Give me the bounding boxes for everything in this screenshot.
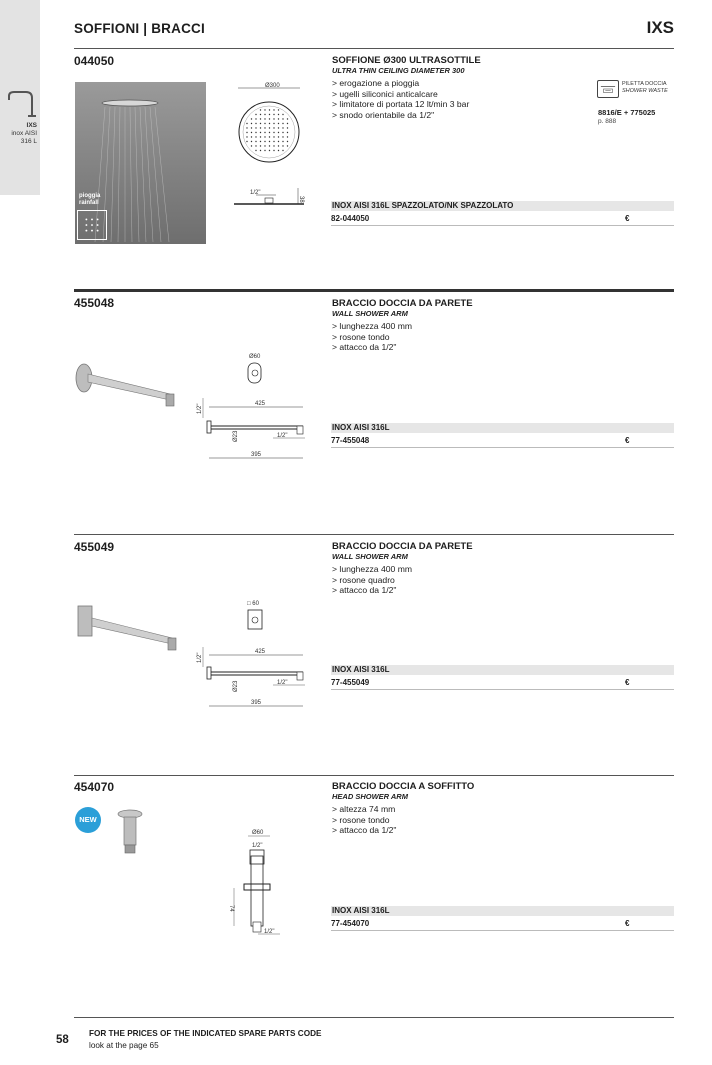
- nozzle-dot: [278, 109, 279, 110]
- nozzle-dot: [269, 150, 270, 151]
- nozzle-dot: [264, 150, 265, 151]
- nozzle-dot: [278, 145, 279, 146]
- accessory-page: p. 888: [598, 118, 617, 125]
- nozzle-dot: [287, 141, 288, 142]
- nozzle-dot: [273, 118, 274, 119]
- nozzle-dot: [269, 127, 270, 128]
- feature-item: > attacco da 1/2": [332, 585, 397, 595]
- product-title: BRACCIO DOCCIA DA PARETE: [332, 541, 473, 552]
- nozzle-dot: [278, 150, 279, 151]
- nozzle-dot: [260, 127, 261, 128]
- nozzle-dot: [273, 145, 274, 146]
- nozzle-dot: [264, 127, 265, 128]
- section-divider: [74, 289, 674, 292]
- dim-inner: 395: [251, 700, 262, 706]
- nozzle-dot: [264, 118, 265, 119]
- product-subtitle: HEAD SHOWER ARM: [332, 792, 408, 801]
- feature-item: > erogazione a pioggia: [332, 78, 420, 88]
- feature-item: > lunghezza 400 mm: [332, 564, 413, 574]
- product-description: [332, 781, 592, 836]
- nozzle-dot: [251, 141, 252, 142]
- nozzle-dot: [246, 141, 247, 142]
- nozzle-dot: [287, 136, 288, 137]
- badge-line: rainfall: [79, 200, 99, 206]
- faucet-icon: [6, 86, 36, 118]
- dim-height: 74: [228, 905, 234, 912]
- nozzle-dot: [251, 118, 252, 119]
- product-subtitle: ULTRA THIN CEILING DIAMETER 300: [332, 66, 465, 75]
- product-description: [332, 298, 592, 353]
- article-row: [331, 918, 674, 931]
- feature-item: > rosone tondo: [332, 814, 390, 825]
- nozzle-dot: [255, 132, 256, 133]
- nozzle-dot: [251, 127, 252, 128]
- header-divider: [74, 48, 674, 49]
- nozzle-dot: [269, 132, 270, 133]
- dim-inner: 395: [251, 452, 262, 458]
- nozzle-dot: [255, 150, 256, 151]
- nozzle-dot: [255, 136, 256, 137]
- technical-drawing-ceiling-arm: [222, 826, 292, 941]
- article-code: 77-454070: [331, 919, 370, 928]
- nozzle-dot: [269, 136, 270, 137]
- nozzle-dot: [269, 114, 270, 115]
- article-code: 77-455048: [331, 436, 370, 445]
- nozzle-dot: [282, 123, 283, 124]
- product-description: [332, 55, 592, 120]
- nozzle-dot: [246, 127, 247, 128]
- feature-item: > ugelli siliconici anticalcare: [332, 88, 438, 99]
- dim-thread-bottom: 1/2": [264, 929, 275, 935]
- nozzle-dot: [269, 145, 270, 146]
- nozzle-dot: [251, 123, 252, 124]
- nozzle-dot: [287, 118, 288, 119]
- nozzle-dot: [260, 114, 261, 115]
- product-title: BRACCIO DOCCIA A SOFFITTO: [332, 781, 475, 792]
- nozzle-dot: [278, 118, 279, 119]
- dim-thread: 1/2": [250, 190, 261, 196]
- nozzle-dot: [273, 141, 274, 142]
- price-currency: €: [625, 436, 630, 445]
- footer-note-secondary: look at the page 65: [89, 1041, 159, 1050]
- page-number: 58: [56, 1034, 69, 1046]
- nozzle-dot: [255, 118, 256, 119]
- product-subtitle: WALL SHOWER ARM: [332, 552, 408, 561]
- nozzle-dot: [282, 136, 283, 137]
- nozzle-dot: [282, 127, 283, 128]
- sidebar-line: inox AISI: [11, 130, 37, 137]
- nozzle-dot: [264, 145, 265, 146]
- nozzle-dot: [287, 127, 288, 128]
- badge-line: pioggia: [79, 193, 101, 199]
- technical-drawing-wall-arm-square: [195, 595, 310, 710]
- product-subtitle: WALL SHOWER ARM: [332, 309, 408, 318]
- nozzle-dot: [282, 114, 283, 115]
- nozzle-dot: [264, 109, 265, 110]
- dim-tube: Ø23: [233, 430, 239, 442]
- nozzle-dot: [260, 141, 261, 142]
- nozzle-dot: [260, 123, 261, 124]
- nozzle-dot: [287, 132, 288, 133]
- product-title: BRACCIO DOCCIA DA PARETE: [332, 298, 473, 309]
- technical-drawing-wall-arm-round: [195, 350, 310, 465]
- dim-thread: 1/2": [277, 680, 288, 686]
- nozzle-dot: [251, 132, 252, 133]
- feature-item: > lunghezza 400 mm: [332, 321, 413, 331]
- product-photo-ceiling-arm: [110, 808, 150, 858]
- nozzle-dot: [260, 109, 261, 110]
- technical-drawing-shower-head: [228, 80, 316, 215]
- nozzle-dot: [255, 127, 256, 128]
- nozzle-dot: [264, 141, 265, 142]
- nozzle-dot: [246, 123, 247, 124]
- nozzle-dot: [251, 136, 252, 137]
- price-currency: €: [625, 214, 630, 223]
- nozzle-dot: [264, 114, 265, 115]
- nozzle-dot: [260, 136, 261, 137]
- finish-row: INOX AISI 316L: [331, 665, 674, 675]
- feature-item: > limitatore di portata 12 lt/min 3 bar: [332, 99, 470, 109]
- section-divider: [74, 534, 674, 535]
- nozzle-dot: [255, 141, 256, 142]
- feature-item: > altezza 74 mm: [332, 804, 396, 814]
- product-photo-wall-arm-square: [72, 600, 184, 668]
- nozzle-dot: [278, 136, 279, 137]
- feature-item: > snodo orientabile da 1/2": [332, 109, 435, 120]
- dim-thread-top: 1/2": [252, 843, 263, 849]
- nozzle-dot: [282, 141, 283, 142]
- nozzle-dot: [273, 136, 274, 137]
- nozzle-dot: [264, 136, 265, 137]
- dim-length: 425: [255, 401, 266, 407]
- footer-divider: [74, 1017, 674, 1018]
- article-row: [331, 435, 674, 448]
- dim-rose: □ 60: [247, 601, 259, 607]
- nozzle-dot: [260, 132, 261, 133]
- page-title: SOFFIONI | BRACCI: [74, 21, 205, 36]
- shower-waste-label: [622, 81, 668, 94]
- nozzle-dot: [278, 114, 279, 115]
- nozzle-dot: [269, 141, 270, 142]
- dim-rose: Ø60: [249, 354, 261, 360]
- nozzle-dot: [255, 114, 256, 115]
- waste-label-line: PILETTA DOCCIA: [622, 81, 667, 87]
- nozzle-dot: [278, 141, 279, 142]
- product-title: SOFFIONE Ø300 ULTRASOTTILE: [332, 55, 481, 66]
- nozzle-dot: [246, 136, 247, 137]
- product-description: [332, 541, 592, 596]
- dim-length: 425: [255, 649, 266, 655]
- nozzle-dot: [278, 132, 279, 133]
- nozzle-dot: [255, 145, 256, 146]
- finish-row: INOX AISI 316L: [331, 423, 674, 433]
- nozzle-dot: [282, 150, 283, 151]
- nozzle-dot: [264, 123, 265, 124]
- rainfall-icon: [77, 210, 107, 240]
- nozzle-dot: [273, 114, 274, 115]
- nozzle-dot: [264, 132, 265, 133]
- nozzle-dot: [251, 145, 252, 146]
- accessory-code: 8816/E + 775025: [598, 108, 656, 117]
- nozzle-dot: [273, 123, 274, 124]
- nozzle-dot: [282, 145, 283, 146]
- nozzle-dot: [255, 123, 256, 124]
- shower-waste-icon: [597, 80, 619, 98]
- sidebar-tab: [0, 0, 40, 195]
- feature-item: > rosone quadro: [332, 574, 395, 585]
- sidebar-line: IXS: [26, 122, 37, 129]
- nozzle-dot: [269, 123, 270, 124]
- nozzle-dot: [287, 145, 288, 146]
- nozzle-dot: [282, 118, 283, 119]
- dim-side-thread: 1/2": [197, 403, 203, 414]
- dim-tube: Ø23: [233, 680, 239, 692]
- product-code: 455048: [74, 296, 115, 310]
- nozzle-dot: [273, 127, 274, 128]
- price-currency: €: [625, 678, 630, 687]
- section-divider: [74, 775, 674, 776]
- finish-row: INOX AISI 316L SPAZZOLATO/NK SPAZZOLATO: [331, 201, 674, 211]
- rainfall-badge: [79, 193, 100, 207]
- feature-item: > attacco da 1/2": [332, 825, 397, 835]
- nozzle-dot: [273, 109, 274, 110]
- feature-item: > attacco da 1/2": [332, 342, 397, 352]
- nozzle-dot: [269, 118, 270, 119]
- product-code: 455049: [74, 540, 115, 554]
- nozzle-dot: [287, 123, 288, 124]
- article-row: [331, 213, 674, 226]
- nozzle-dot: [273, 132, 274, 133]
- nozzle-dot: [260, 150, 261, 151]
- article-row: [331, 677, 674, 690]
- product-code: 454070: [74, 780, 115, 794]
- dim-thread: 1/2": [277, 433, 288, 439]
- finish-row: INOX AISI 316L: [331, 906, 674, 916]
- dim-rose: Ø60: [252, 830, 264, 836]
- sidebar-line: 316 L: [20, 138, 37, 145]
- dim-height: 38: [298, 196, 304, 203]
- product-code: 044050: [74, 54, 115, 68]
- nozzle-dot: [278, 127, 279, 128]
- nozzle-dot: [282, 132, 283, 133]
- brand-name: IXS: [646, 18, 674, 37]
- dim-side-thread: 1/2": [197, 652, 203, 663]
- article-code: 82-044050: [331, 214, 370, 223]
- sidebar-label: [0, 122, 37, 146]
- price-currency: €: [625, 919, 630, 928]
- nozzle-dot: [260, 145, 261, 146]
- feature-item: > rosone tondo: [332, 331, 390, 342]
- nozzle-dot: [269, 109, 270, 110]
- dim-diameter: Ø300: [265, 83, 280, 89]
- waste-label-line: SHOWER WASTE: [622, 87, 668, 94]
- nozzle-dot: [278, 123, 279, 124]
- nozzle-dot: [273, 150, 274, 151]
- product-photo-wall-arm-round: [72, 348, 184, 416]
- article-code: 77-455049: [331, 678, 370, 687]
- new-badge: NEW: [75, 807, 101, 833]
- nozzle-dot: [260, 118, 261, 119]
- nozzle-dot: [246, 132, 247, 133]
- footer-note: FOR THE PRICES OF THE INDICATED SPARE PARTS CODE: [89, 1029, 322, 1038]
